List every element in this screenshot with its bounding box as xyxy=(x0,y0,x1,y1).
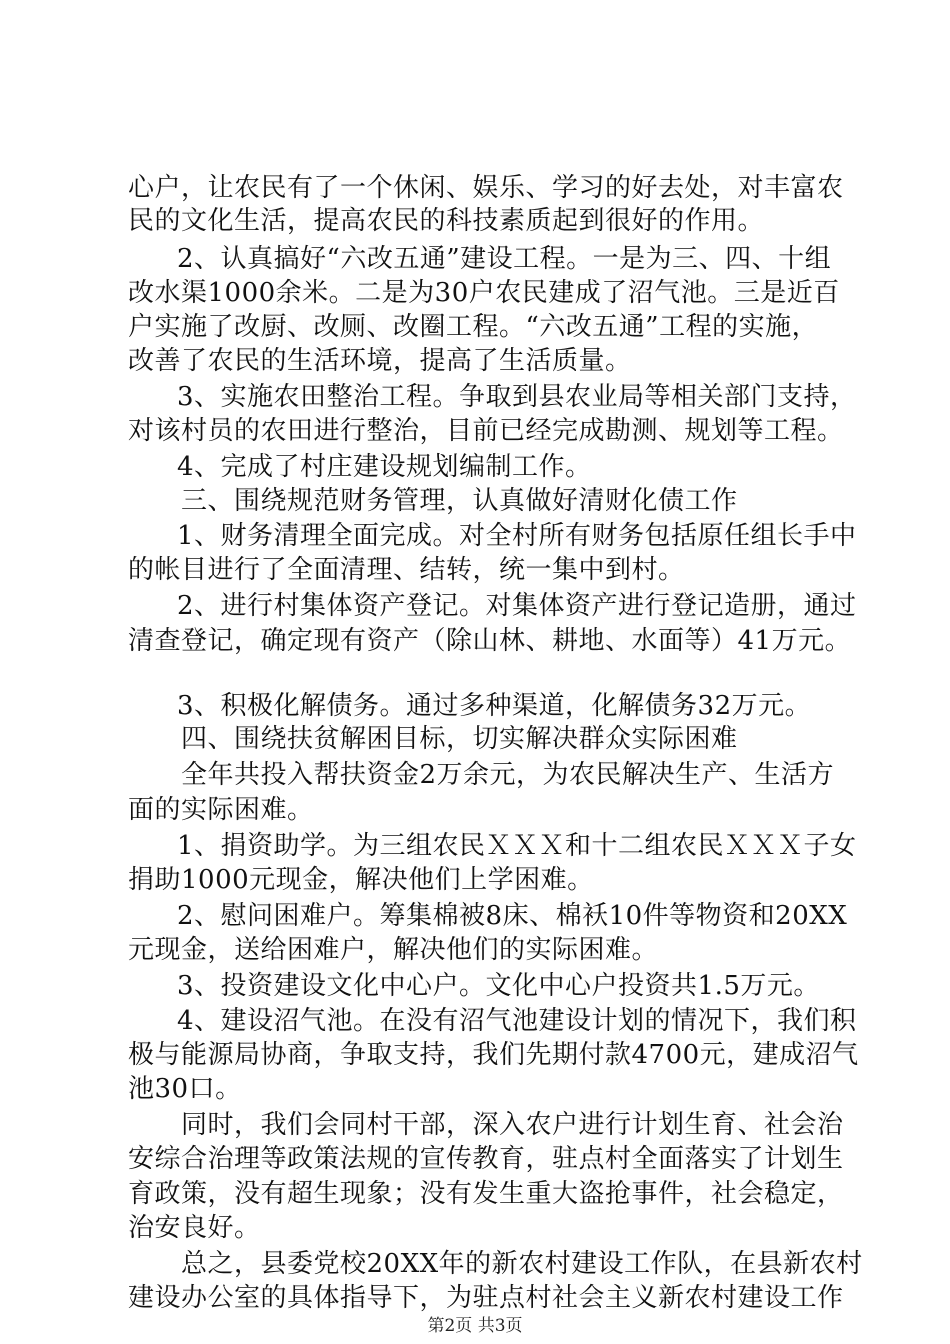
text-line: 对该村员的农田进行整治，目前已经完成勘测、规划等工程。 xyxy=(128,416,844,446)
text-line: 2、慰问困难户。筹集棉被8床、棉袄10件等物资和20XX xyxy=(177,901,848,931)
text-line: 总之，县委党校20XX年的新农村建设工作队，在县新农村 xyxy=(181,1249,863,1279)
text-line: 同时，我们会同村干部，深入农户进行计划生育、社会治 xyxy=(181,1110,844,1140)
text-line: 池30口。 xyxy=(128,1074,242,1104)
text-line: 2、进行村集体资产登记。对集体资产进行登记造册，通过 xyxy=(177,591,857,621)
text-line: 改善了农民的生活环境，提高了生活质量。 xyxy=(128,346,632,376)
text-line: 的帐目进行了全面清理、结转，统一集中到村。 xyxy=(128,555,685,585)
text-line: 治安良好。 xyxy=(128,1213,261,1243)
text-line: 3、积极化解债务。通过多种渠道，化解债务32万元。 xyxy=(177,691,812,721)
text-line: 3、投资建设文化中心户。文化中心户投资共1.5万元。 xyxy=(177,971,820,1001)
text-line: 元现金，送给困难户，解决他们的实际困难。 xyxy=(128,935,659,965)
section-heading: 四、围绕扶贫解困目标，切实解决群众实际困难 xyxy=(181,724,738,754)
section-heading: 三、围绕规范财务管理，认真做好清财化债工作 xyxy=(181,486,738,516)
text-line: 1、财务清理全面完成。对全村所有财务包括原任组长手中 xyxy=(177,521,857,551)
text-line: 安综合治理等政策法规的宣传教育，驻点村全面落实了计划生 xyxy=(128,1144,844,1174)
text-line: 改水渠1000余米。二是为30户农民建成了沼气池。三是近百 xyxy=(128,278,840,308)
text-line: 4、建设沼气池。在没有沼气池建设计划的情况下，我们积 xyxy=(177,1006,857,1036)
text-line: 育政策，没有超生现象；没有发生重大盗抢事件，社会稳定， xyxy=(128,1179,844,1209)
text-line: 民的文化生活，提高农民的科技素质起到很好的作用。 xyxy=(128,206,765,236)
text-line: 2、认真搞好“六改五通”建设工程。一是为三、四、十组 xyxy=(177,244,832,274)
text-line: 清查登记，确定现有资产（除山林、耕地、水面等）41万元。 xyxy=(128,626,852,656)
text-line: 捐助1000元现金，解决他们上学困难。 xyxy=(128,865,594,895)
text-line: 建设办公室的具体指导下，为驻点村社会主义新农村建设工作 xyxy=(128,1283,844,1313)
text-line: 心户，让农民有了一个休闲、娱乐、学习的好去处，对丰富农 xyxy=(128,173,844,203)
text-line: 全年共投入帮扶资金2万余元，为农民解决生产、生活方 xyxy=(181,760,835,790)
text-line: 户实施了改厨、改厕、改圈工程。“六改五通”工程的实施， xyxy=(128,312,819,342)
text-line: 极与能源局协商，争取支持，我们先期付款4700元，建成沼气 xyxy=(128,1040,859,1070)
text-line: 1、捐资助学。为三组农民ＸＸＸ和十二组农民ＸＸＸ子女 xyxy=(177,831,857,861)
text-line: 面的实际困难。 xyxy=(128,795,314,825)
text-line: 3、实施农田整治工程。争取到县农业局等相关部门支持， xyxy=(177,382,857,412)
page-number-footer: 第2页 共3页 xyxy=(427,1316,523,1336)
text-line: 4、完成了村庄建设规划编制工作。 xyxy=(177,452,592,482)
